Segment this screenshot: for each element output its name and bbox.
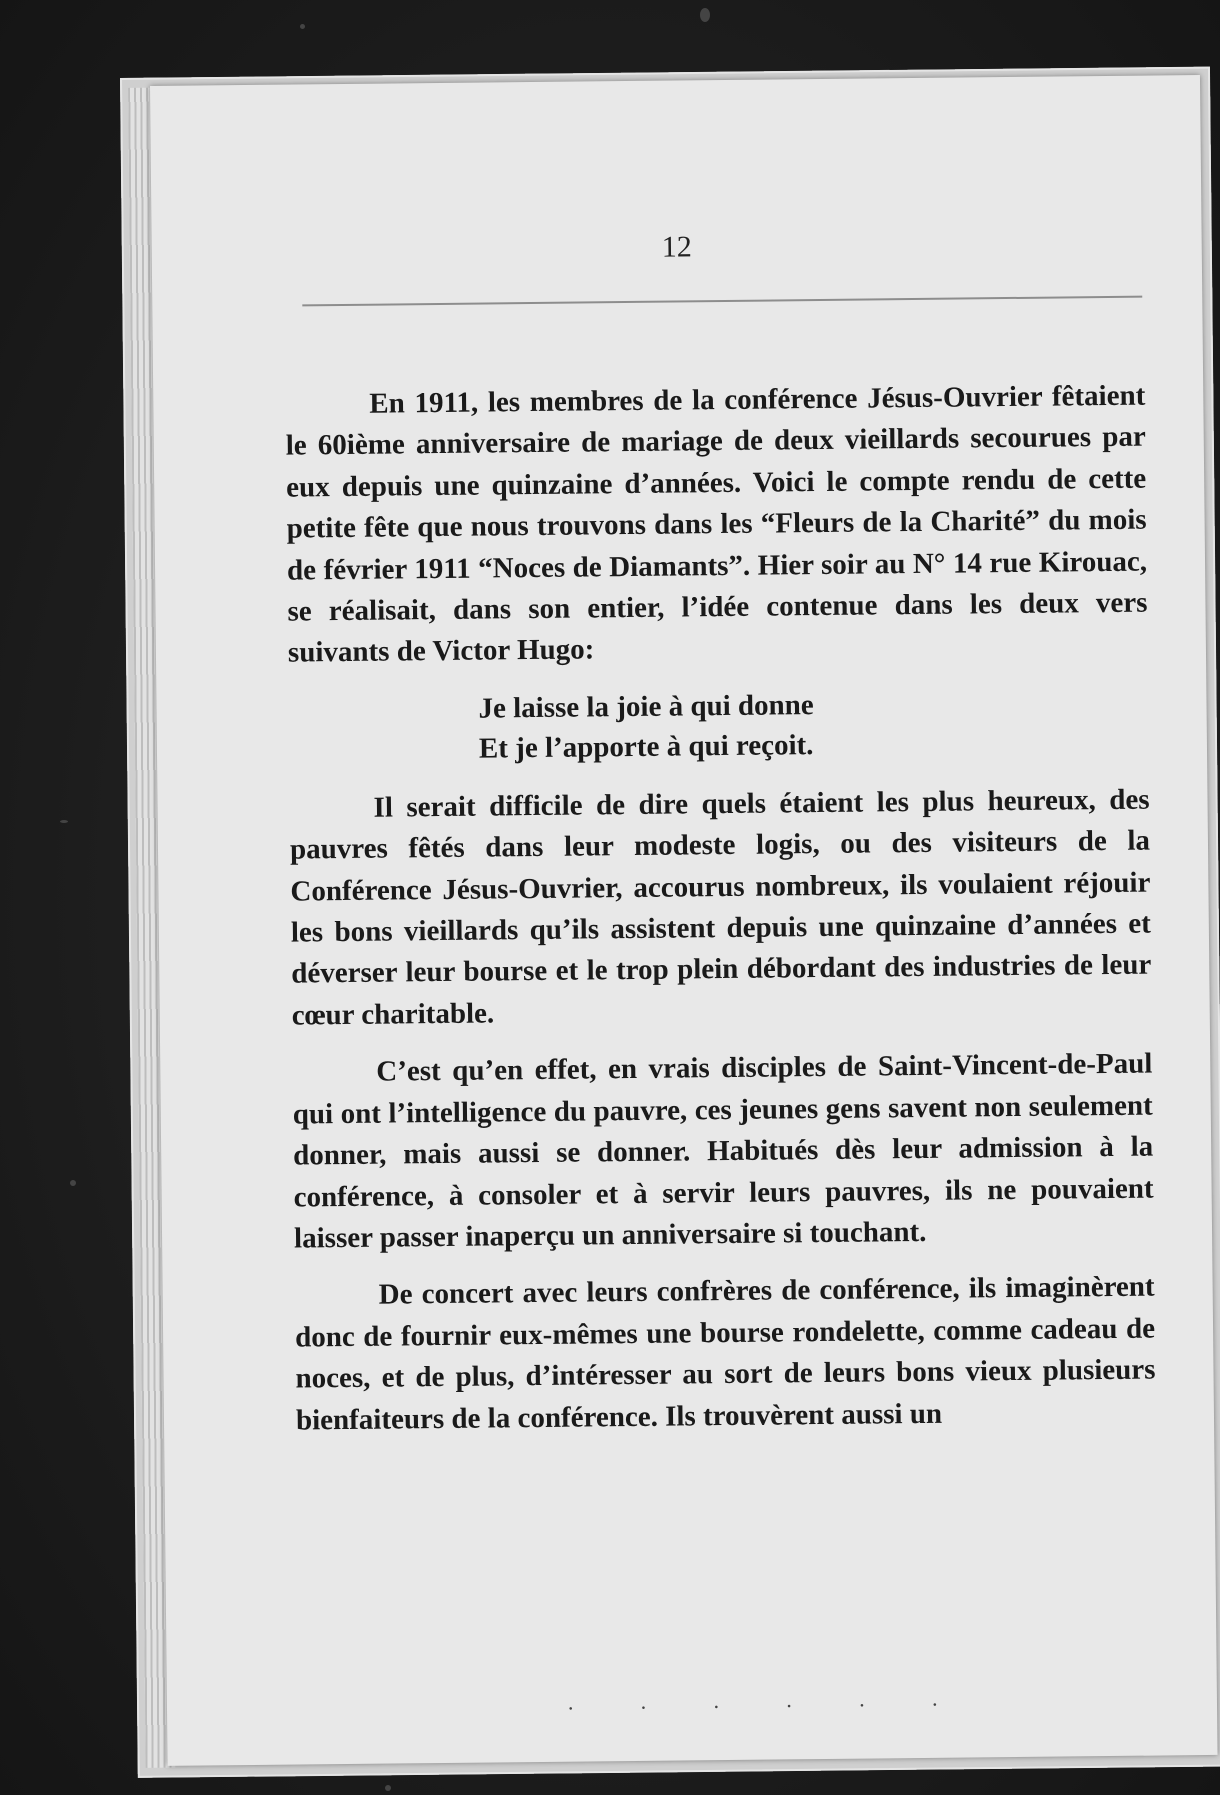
scan-speck xyxy=(700,8,710,22)
verse-line-2: Et je l’apporte à qui reçoit. xyxy=(478,728,814,765)
verse-quote xyxy=(478,681,1149,768)
page-body xyxy=(285,376,1156,1458)
scan-speck xyxy=(60,820,68,823)
paragraph-3: C’est qu’en effet, en vrais disciples de Saint-Vincent-de-Paul qui ont l’intelligence du pauvre, ces jeunes gens savent non seulement donner, mais aussi se donner. Habitués dès leur admission à la conférence, à consoler et à servir leurs pauvres, ils ne pouvaient laisser passer inaperçu un anniversaire si touchant. xyxy=(292,1047,1154,1255)
paragraph-1: En 1911, les membres de la conférence Jésus-Ouvrier fêtaient le 60ième anniversaire de mariage de deux vieillards secourues par eux depuis une quinzaine d’années. Voici le compte rendu de cette petite fête que nous trouvons dans les “Fleurs de la Charité” du mois de février 1911 “Noces de Diamants”. Hier soir au N° 14 rue Kirouac, se réalisait, dans son entier, l’idée contenue dans les deux vers suivants de Victor Hugo: xyxy=(285,379,1148,670)
page-number: 12 xyxy=(661,230,692,264)
paragraph-2: Il serait difficile de dire quels étaient les plus heureux, des pauvres fêtés dans leur modeste logis, ou des visiteurs de la Conférence Jésus-Ouvrier, accourus nombreux, ils voulaient réjouir les bons vieillards qu’ils assistent depuis une quinzaine d’années et déverser leur bourse et le trop plein débordant des industries de leur cœur charitable. xyxy=(289,783,1152,1032)
paragraph-4: De concert avec leurs confrères de conférence, ils imaginèrent donc de fournir eux-mêmes une bourse rondelette, comme cadeau de noces, et de plus, d’intéresser au sort de leurs bons vieux plusieurs bienfaiteurs de la conférence. Ils trouvèrent aussi un xyxy=(294,1270,1156,1437)
scan-speck xyxy=(70,1180,76,1186)
scan-noise-dots: · · · · · · xyxy=(566,1691,969,1721)
verse-line-1: Je laisse la joie à qui donne xyxy=(478,688,814,725)
scan-speck xyxy=(300,24,305,29)
header-rule xyxy=(302,296,1142,307)
scan-speck xyxy=(385,1785,391,1791)
book-page xyxy=(150,75,1218,1766)
